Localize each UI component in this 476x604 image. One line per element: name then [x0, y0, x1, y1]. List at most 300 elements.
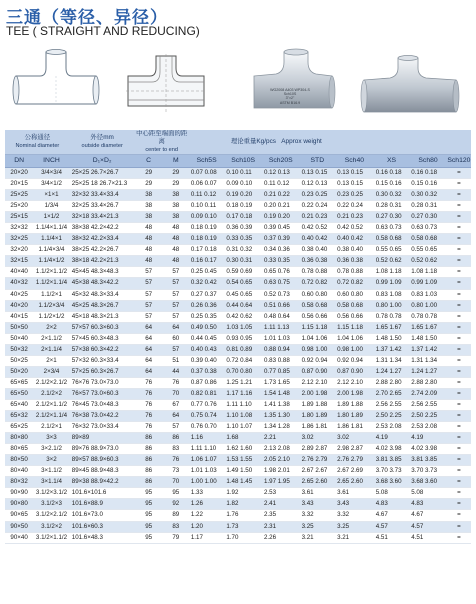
table-cell: 3.21 — [335, 532, 374, 543]
table-cell: 2.56 2.55 — [409, 399, 447, 410]
table-cell: 0.80 1.00 — [409, 300, 447, 311]
column-header: DN — [5, 155, 33, 168]
table-cell: 25×15 — [5, 212, 33, 223]
table-cell: 0.17 0.18 — [224, 212, 262, 223]
table-cell: 2.00 1.98 — [300, 388, 336, 399]
table-cell: 3/4×1/2 — [33, 179, 70, 190]
table-cell: = — [447, 311, 471, 322]
table-cell: 0.92 0.94 — [300, 355, 336, 366]
table-cell: 1.97 1.95 — [262, 477, 300, 488]
table-cell: 57 — [163, 289, 189, 300]
table-cell: 1.03 1.05 — [224, 322, 262, 333]
table-cell: 0.36 0.38 — [300, 256, 336, 267]
table-cell: 57 — [163, 422, 189, 433]
table-row — [5, 278, 471, 289]
table-cell: 57 — [163, 267, 189, 278]
table-cell: 86 — [135, 444, 163, 455]
table-cell: = — [447, 201, 471, 212]
table-cell: 1.89 1.88 — [335, 399, 374, 410]
table-row — [5, 488, 471, 499]
table-cell: 5.08 — [374, 488, 410, 499]
column-header: M — [163, 155, 189, 168]
table-cell: 40×15 — [5, 311, 33, 322]
table-cell: 0.58 0.68 — [335, 300, 374, 311]
table-cell: 29 — [135, 179, 163, 190]
table-cell: 1.82 — [224, 499, 262, 510]
table-cell: 65×25 — [5, 422, 33, 433]
table-cell: 0.87 0.86 — [189, 377, 225, 388]
table-cell: 57×25 60.3×26.7 — [70, 366, 135, 377]
table-cell: 57 — [135, 311, 163, 322]
table-cell: 1.10 1.08 — [224, 411, 262, 422]
table-cell: 2×2 — [33, 322, 70, 333]
table-cell: 38 — [135, 212, 163, 223]
table-cell: 0.99 1.09 — [374, 278, 410, 289]
table-cell: 45×38 48.3×42.2 — [70, 278, 135, 289]
table-cell: 0.59 0.69 — [224, 267, 262, 278]
table-cell: 0.38 0.40 — [335, 245, 374, 256]
table-cell: 50×32 — [5, 344, 33, 355]
table-cell: 2.13 2.08 — [262, 444, 300, 455]
table-cell: 1.11 1.13 — [262, 322, 300, 333]
table-cell: 40×20 — [5, 300, 33, 311]
table-header-group — [5, 130, 471, 155]
table-cell: 2.65 2.60 — [335, 477, 374, 488]
table-cell: 90×80 — [5, 499, 33, 510]
table-cell: 3.02 — [335, 433, 374, 444]
table-cell: 1.08 1.18 — [409, 267, 447, 278]
table-cell: 48 — [163, 245, 189, 256]
table-cell: 0.51 0.66 — [262, 300, 300, 311]
table-cell: 1.49 1.50 — [224, 466, 262, 477]
table-cell: 3×2.1/2 — [33, 444, 70, 455]
table-cell: 48 — [135, 256, 163, 267]
table-cell: = — [447, 388, 471, 399]
table-body — [5, 168, 471, 544]
table-cell: 0.09 0.10 — [224, 179, 262, 190]
table-cell: 2.67 2.67 — [300, 466, 336, 477]
table-cell: 57 — [135, 300, 163, 311]
table-cell: 86 — [135, 477, 163, 488]
table-cell: 0.34 0.36 — [262, 245, 300, 256]
spec-table — [5, 130, 471, 544]
table-cell: 0.22 0.24 — [300, 201, 336, 212]
table-cell: 65×40 — [5, 399, 33, 410]
table-cell: 101.6×101.6 — [70, 488, 135, 499]
table-cell: 0.42 0.52 — [335, 223, 374, 234]
table-cell: 0.72 0.82 — [300, 278, 336, 289]
table-cell: 0.33 0.35 — [224, 234, 262, 245]
table-cell: = — [447, 344, 471, 355]
table-cell: 2.1/2×1 — [33, 422, 70, 433]
table-cell: 3×1.1/2 — [33, 466, 70, 477]
table-cell: 50×25 — [5, 355, 33, 366]
table-cell: 1.11 1.10 — [189, 444, 225, 455]
table-cell: 38×25 42.2×26.7 — [70, 245, 135, 256]
table-cell: 48 — [163, 234, 189, 245]
table-cell: 89×45 88.9×48.3 — [70, 466, 135, 477]
table-cell: 20×20 — [5, 168, 33, 179]
table-cell: 101.6×48.3 — [70, 532, 135, 543]
table-cell: 25×25 26.7×26.7 — [70, 168, 135, 179]
table-cell: 1.1/2×1/2 — [33, 311, 70, 322]
table-cell: 1.04 1.06 — [300, 333, 336, 344]
table-cell: 0.11 0.12 — [189, 190, 225, 201]
table-row — [5, 411, 471, 422]
table-cell: 3.61 — [335, 488, 374, 499]
table-cell: 1.24 1.27 — [409, 366, 447, 377]
table-cell: 40×32 — [5, 278, 33, 289]
table-cell: = — [447, 322, 471, 333]
table-cell: 3.21 — [300, 532, 336, 543]
table-cell: 0.15 0.16 — [374, 179, 410, 190]
table-cell: 0.58 0.68 — [300, 300, 336, 311]
table-cell: 0.22 0.24 — [335, 201, 374, 212]
table-cell: 1.25 1.21 — [224, 377, 262, 388]
table-cell: 2.1/2×2.1/2 — [33, 377, 70, 388]
table-cell: ×1×1 — [33, 190, 70, 201]
table-cell: 1.48 1.50 — [374, 333, 410, 344]
table-cell: 3.43 — [300, 499, 336, 510]
table-cell: 1.68 — [224, 433, 262, 444]
table-cell: 95 — [135, 488, 163, 499]
column-header: Sch20S — [262, 155, 300, 168]
table-cell: 80×65 — [5, 444, 33, 455]
column-header: Sch80 — [409, 155, 447, 168]
table-cell: 4.57 — [374, 521, 410, 532]
table-cell: 2.1/2×2 — [33, 388, 70, 399]
table-cell: 0.49 0.50 — [189, 322, 225, 333]
table-cell: 1.37 1.42 — [409, 344, 447, 355]
table-cell: 3.25 — [335, 521, 374, 532]
table-cell: 83 — [163, 444, 189, 455]
table-cell: 29 — [135, 168, 163, 179]
table-cell: 50×20 — [5, 366, 33, 377]
table-cell: 0.77 0.76 — [189, 399, 225, 410]
table-cell: 1.92 — [224, 488, 262, 499]
table-row — [5, 168, 471, 179]
table-cell: 2.53 — [262, 488, 300, 499]
table-cell: = — [447, 267, 471, 278]
column-header: INCH — [33, 155, 70, 168]
table-cell: 1.73 1.65 — [262, 377, 300, 388]
table-cell: 25×25 18 26.7×21.3 — [70, 179, 135, 190]
table-cell: 1.17 1.16 — [224, 388, 262, 399]
table-cell: 95 — [163, 488, 189, 499]
table-cell: 65×65 — [5, 377, 33, 388]
table-cell: 101.6×60.3 — [70, 521, 135, 532]
table-cell: 65×50 — [5, 388, 33, 399]
table-cell: 0.09 0.10 — [189, 212, 225, 223]
table-cell: 4.83 — [374, 499, 410, 510]
column-header: C — [135, 155, 163, 168]
table-cell: 48 — [135, 234, 163, 245]
table-cell: 32×25 33.4×26.7 — [70, 201, 135, 212]
table-cell: 0.30 0.32 — [409, 190, 447, 201]
table-cell: 3.43 — [335, 499, 374, 510]
table-cell: 60 — [163, 333, 189, 344]
table-cell: 50×40 — [5, 333, 33, 344]
table-cell: 0.78 0.78 — [409, 311, 447, 322]
table-cell: 0.82 0.81 — [189, 388, 225, 399]
table-cell: 4.02 3.98 — [409, 444, 447, 455]
table-cell: 1.65 1.67 — [409, 322, 447, 333]
table-cell: 0.18 0.19 — [189, 223, 225, 234]
table-cell: 76 — [135, 399, 163, 410]
table-cell: 0.44 0.64 — [224, 300, 262, 311]
table-cell: 0.98 1.00 — [335, 344, 374, 355]
table-cell: 2.53 2.08 — [409, 422, 447, 433]
column-header: Sch40 — [335, 155, 374, 168]
table-cell: 64 — [163, 322, 189, 333]
table-cell: 0.98 1.00 — [300, 344, 336, 355]
table-cell: 95 — [135, 499, 163, 510]
table-cell: 90×40 — [5, 532, 33, 543]
table-cell: 0.55 0.65 — [409, 245, 447, 256]
table-cell: 0.31 0.32 — [224, 245, 262, 256]
table-cell: 1.15 1.18 — [335, 322, 374, 333]
table-cell: = — [447, 223, 471, 234]
table-cell: 38 — [163, 201, 189, 212]
nominal-header: 公称通径 Nominal diameter — [5, 130, 70, 155]
table-cell: 3.81 3.85 — [409, 455, 447, 466]
table-cell: 95 — [135, 521, 163, 532]
table-cell: 70 — [163, 388, 189, 399]
table-cell: 2.31 — [262, 521, 300, 532]
table-cell: 1.1/4×3/4 — [33, 245, 70, 256]
table-cell: 0.83 0.88 — [262, 355, 300, 366]
table-cell: 1.80 1.89 — [300, 411, 336, 422]
table-cell: 0.75 0.74 — [189, 411, 225, 422]
table-cell: 2.56 2.55 — [374, 399, 410, 410]
table-cell: 101.6×88.9 — [70, 499, 135, 510]
table-cell: 0.78 0.88 — [300, 267, 336, 278]
table-cell: 95 — [135, 532, 163, 543]
table-cell: 0.56 0.66 — [300, 311, 336, 322]
table-cell: 2×3/4 — [33, 366, 70, 377]
table-cell: 1.89 1.88 — [300, 399, 336, 410]
table-cell: 32×20 — [5, 245, 33, 256]
table-cell: 86 — [135, 455, 163, 466]
table-cell: 1.31 1.34 — [374, 355, 410, 366]
table-cell: 2×1 — [33, 355, 70, 366]
table-cell: 2.00 1.98 — [335, 388, 374, 399]
table-cell: 0.19 0.20 — [262, 212, 300, 223]
table-cell: 1.73 — [224, 521, 262, 532]
table-cell: 4.19 — [374, 433, 410, 444]
table-cell: = — [447, 510, 471, 521]
table-cell: 0.52 0.62 — [409, 256, 447, 267]
table-cell: = — [447, 168, 471, 179]
table-cell: 2.12 2.10 — [300, 377, 336, 388]
table-cell: 80×80 — [5, 433, 33, 444]
table-cell: 1.62 1.60 — [224, 444, 262, 455]
table-cell: 1.15 1.18 — [300, 322, 336, 333]
tee-section-drawing — [124, 52, 208, 122]
table-cell: 0.13 0.15 — [300, 168, 336, 179]
table-cell: 80×32 — [5, 477, 33, 488]
table-row — [5, 289, 471, 300]
table-cell: = — [447, 212, 471, 223]
table-row — [5, 377, 471, 388]
table-cell: 89×38 88.9×42.2 — [70, 477, 135, 488]
table-cell: 0.58 0.68 — [374, 234, 410, 245]
table-cell: 2.53 2.08 — [374, 422, 410, 433]
table-cell: 57×45 60.3×48.3 — [70, 333, 135, 344]
table-row — [5, 223, 471, 234]
table-cell: = — [447, 399, 471, 410]
table-cell: 0.99 1.09 — [409, 278, 447, 289]
table-cell: 2.88 2.80 — [374, 377, 410, 388]
table-cell: = — [447, 433, 471, 444]
table-cell: 45×25 48.3×26.7 — [70, 300, 135, 311]
table-cell: 0.30 0.32 — [374, 190, 410, 201]
table-cell: 0.87 0.90 — [300, 366, 336, 377]
table-cell: 0.12 0.13 — [262, 168, 300, 179]
table-row — [5, 333, 471, 344]
table-row — [5, 366, 471, 377]
table-cell: 45×18 48.3×21.3 — [70, 311, 135, 322]
table-row — [5, 532, 471, 543]
table-cell: = — [447, 466, 471, 477]
table-cell: 40×25 — [5, 289, 33, 300]
table-cell: 3.32 — [300, 510, 336, 521]
table-cell: 0.13 0.15 — [335, 168, 374, 179]
table-cell: 0.56 0.66 — [335, 311, 374, 322]
table-cell: 1×1/2 — [33, 212, 70, 223]
table-cell: 2.35 — [262, 510, 300, 521]
table-cell: 89×89 — [70, 433, 135, 444]
table-cell: 90×65 — [5, 510, 33, 521]
table-cell: 3×3 — [33, 433, 70, 444]
column-header: D₁×D₂ — [70, 155, 135, 168]
table-cell: 1.04 1.06 — [335, 333, 374, 344]
table-cell: 2.65 2.60 — [300, 477, 336, 488]
table-cell: 2.12 2.10 — [335, 377, 374, 388]
table-cell: 92 — [163, 499, 189, 510]
table-cell: 0.52 0.73 — [262, 289, 300, 300]
table-cell: 38×38 42.2×42.2 — [70, 223, 135, 234]
table-cell: 3.1/2×2 — [33, 521, 70, 532]
table-cell: 2.50 2.25 — [374, 411, 410, 422]
table-cell: 38 — [135, 190, 163, 201]
table-cell: 0.42 0.52 — [300, 223, 336, 234]
table-cell: 64 — [135, 322, 163, 333]
table-cell: 0.60 0.80 — [300, 289, 336, 300]
table-cell: 0.18 0.19 — [224, 201, 262, 212]
table-cell: 57×32 60.3×33.4 — [70, 355, 135, 366]
table-cell: 45×45 48.3×48.3 — [70, 267, 135, 278]
table-cell: 2.88 2.80 — [409, 377, 447, 388]
table-cell: 101.6×73.0 — [70, 510, 135, 521]
table-cell: = — [447, 190, 471, 201]
table-cell: 76 — [135, 377, 163, 388]
table-cell: 45×32 48.3×33.4 — [70, 289, 135, 300]
table-cell: 76×45 73.0×48.3 — [70, 399, 135, 410]
table-row — [5, 499, 471, 510]
table-row — [5, 201, 471, 212]
table-cell: 1.06 1.07 — [189, 455, 225, 466]
table-row — [5, 179, 471, 190]
table-cell: 1.1/2×1.1/4 — [33, 278, 70, 289]
table-cell: 32×15 — [5, 256, 33, 267]
table-cell: 1.80 1.89 — [335, 411, 374, 422]
table-cell: 0.83 1.03 — [409, 289, 447, 300]
table-cell: 0.76 0.70 — [189, 422, 225, 433]
table-cell: 0.21 0.22 — [262, 190, 300, 201]
table-row — [5, 510, 471, 521]
table-cell: 1.1/2×1.1/2 — [33, 267, 70, 278]
table-cell: 1.1/2×3/4 — [33, 300, 70, 311]
table-cell: 1.35 1.30 — [262, 411, 300, 422]
table-cell: 0.16 0.18 — [374, 168, 410, 179]
table-cell: = — [447, 289, 471, 300]
table-cell: 0.80 1.00 — [374, 300, 410, 311]
table-cell: 1.86 1.81 — [300, 422, 336, 433]
table-cell: 2×1.1/2 — [33, 333, 70, 344]
table-cell: 0.07 0.08 — [189, 168, 225, 179]
table-cell: 0.54 0.65 — [224, 278, 262, 289]
table-cell: 57 — [135, 267, 163, 278]
table-cell: 2.1/2×1.1/2 — [33, 399, 70, 410]
column-header: Sch10S — [224, 155, 262, 168]
table-cell: 0.28 0.31 — [374, 201, 410, 212]
column-header: XS — [374, 155, 410, 168]
table-cell: 0.16 0.17 — [189, 256, 225, 267]
table-cell: 0.87 0.90 — [335, 366, 374, 377]
table-row — [5, 300, 471, 311]
table-cell: 0.83 1.08 — [374, 289, 410, 300]
table-cell: 3.32 — [335, 510, 374, 521]
table-cell: 1.98 2.01 — [262, 466, 300, 477]
table-cell: 76 — [163, 455, 189, 466]
table-cell: 0.88 0.94 — [262, 344, 300, 355]
table-cell: 86 — [163, 433, 189, 444]
table-cell: = — [447, 278, 471, 289]
table-cell: 0.78 0.88 — [335, 267, 374, 278]
table-cell: 64 — [135, 333, 163, 344]
table-cell: 32×32 — [5, 223, 33, 234]
table-cell: 1.34 1.28 — [262, 422, 300, 433]
table-cell: 1.11 1.10 — [224, 399, 262, 410]
table-cell: 2.26 — [262, 532, 300, 543]
table-cell: = — [447, 355, 471, 366]
table-cell: 4.57 — [409, 521, 447, 532]
table-row — [5, 190, 471, 201]
table-cell: 95 — [135, 510, 163, 521]
table-cell: 0.77 0.85 — [262, 366, 300, 377]
table-cell: 25×25 — [5, 190, 33, 201]
table-cell: 86 — [135, 433, 163, 444]
table-cell: 3.70 3.73 — [374, 466, 410, 477]
table-cell: 38 — [135, 201, 163, 212]
table-cell: 0.15 0.16 — [409, 179, 447, 190]
table-row — [5, 234, 471, 245]
table-cell: 29 — [163, 179, 189, 190]
table-cell: 1.22 — [189, 510, 225, 521]
table-cell: 40×40 — [5, 267, 33, 278]
table-cell: 64 — [163, 411, 189, 422]
table-cell: 0.40 0.43 — [189, 344, 225, 355]
table-cell: 1.01 1.03 — [189, 466, 225, 477]
table-cell: 86 — [135, 466, 163, 477]
table-cell: 64 — [135, 366, 163, 377]
table-cell: 0.16 0.18 — [409, 168, 447, 179]
table-cell: 2.21 — [262, 433, 300, 444]
table-cell: 1.54 1.48 — [262, 388, 300, 399]
table-cell: 76×57 73.0×60.3 — [70, 388, 135, 399]
table-cell: 1.37 1.42 — [374, 344, 410, 355]
